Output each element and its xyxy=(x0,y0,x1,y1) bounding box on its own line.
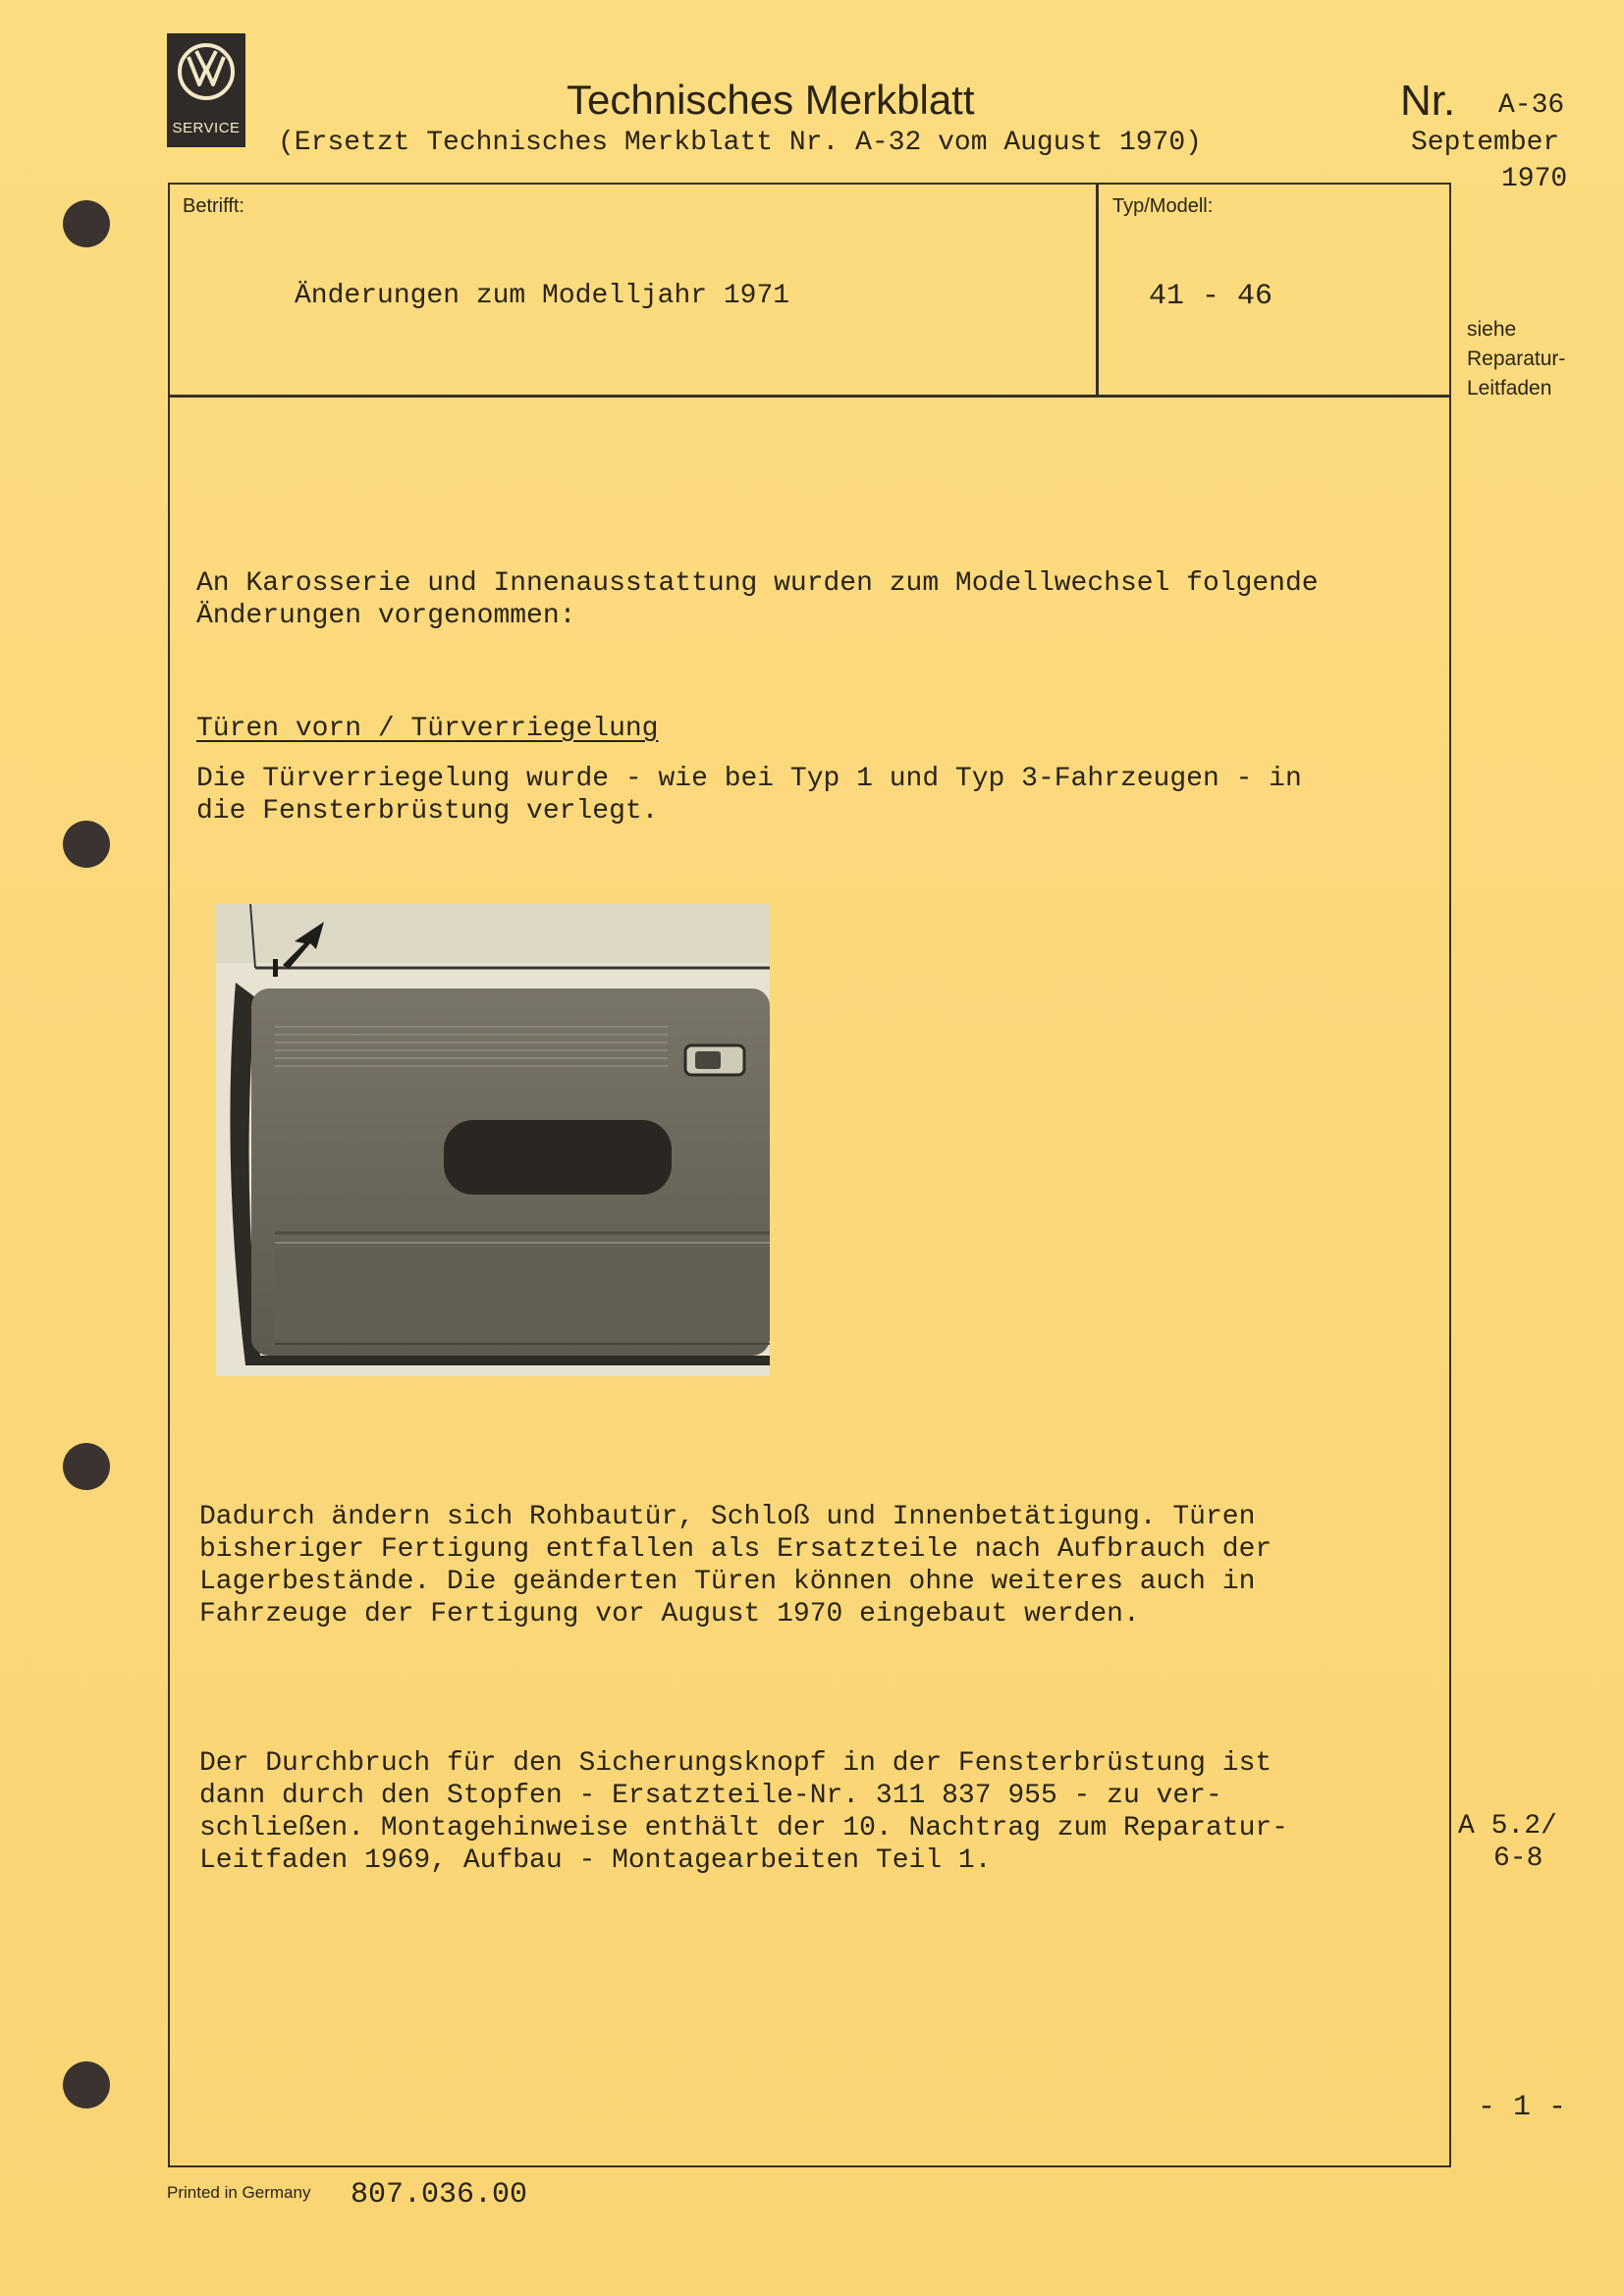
logo-service-text: SERVICE xyxy=(172,120,241,136)
punch-hole xyxy=(63,2061,110,2109)
issue-month: September xyxy=(1411,128,1560,158)
issue-year: 1970 xyxy=(1501,164,1568,194)
section-heading: Türen vorn / Türverriegelung xyxy=(196,714,659,744)
page-number: - 1 - xyxy=(1478,2091,1567,2124)
typ-modell-label: Typ/Modell: xyxy=(1112,195,1214,217)
door-panel-photo xyxy=(216,904,770,1376)
document-subtitle: (Ersetzt Technisches Merkblatt Nr. A-32 vom August 1970) xyxy=(278,128,1202,158)
reference-line-2: 6-8 xyxy=(1493,1843,1543,1874)
nr-value: A-36 xyxy=(1498,90,1565,121)
betrifft-label: Betrifft: xyxy=(183,195,244,217)
printed-in-germany: Printed in Germany xyxy=(167,2183,311,2202)
paragraph-2: Dadurch ändern sich Rohbautür, Schloß und Innenbetätigung. Türen bisheriger Fertigung entfallen als Ersatzteile nach Aufbrauch der Lagerbestände. Die geänderten Türen können ohne weiteres auch in Fahrzeuge der Fertigung vor August 1970 eingebaut werden. xyxy=(199,1502,1272,1629)
side-note-line: Reparatur- xyxy=(1467,347,1566,370)
section-paragraph: Die Türverriegelung wurde - wie bei Typ 1 und Typ 3-Fahrzeugen - in die Fensterbrüstung verlegt. xyxy=(196,764,1302,827)
punch-hole xyxy=(63,821,110,868)
punch-hole xyxy=(63,200,110,247)
column-divider xyxy=(1096,183,1099,398)
vw-service-logo xyxy=(167,33,245,147)
nr-label: Nr. xyxy=(1400,77,1456,125)
paragraph-3: Der Durchbruch für den Sicherungsknopf in der Fensterbrüstung ist dann durch den Stopfen - Ersatzteile-Nr. 311 837 955 - zu ver- schließen. Montagehinweise enthält der 10. Nachtrag zum Reparatur- Leitfaden 1969, Aufbau - Montagearbeiten Teil 1. xyxy=(199,1748,1288,1876)
vw-emblem-icon xyxy=(176,41,237,102)
reference-line-1: A 5.2/ xyxy=(1458,1811,1557,1842)
intro-paragraph: An Karosserie und Innenausstattung wurden zum Modellwechsel folgende Änderungen vorgenommen: xyxy=(196,568,1319,631)
punch-hole xyxy=(63,1443,110,1490)
side-note-line: Leitfaden xyxy=(1467,377,1552,400)
model-range: 41 - 46 xyxy=(1149,280,1273,313)
document-title: Technisches Merkblatt xyxy=(567,77,975,123)
document-number: 807.036.00 xyxy=(351,2178,528,2212)
side-note-line: siehe xyxy=(1467,318,1517,341)
subject-text: Änderungen zum Modelljahr 1971 xyxy=(295,281,790,311)
